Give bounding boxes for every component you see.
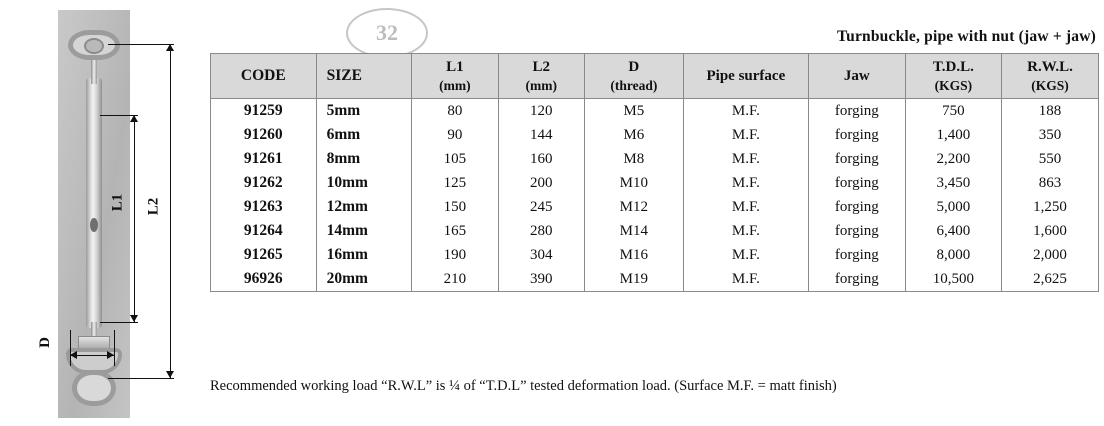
specification-table: [210, 53, 1099, 292]
l1-label: L1: [109, 193, 126, 212]
page-title: Turnbuckle, pipe with nut (jaw + jaw): [837, 28, 1096, 45]
cell-rwl: 2,625: [1002, 267, 1099, 292]
l2-label: L2: [145, 197, 162, 216]
cell-size: 16mm: [316, 243, 412, 267]
table-row: [211, 195, 1099, 219]
cell-pipe-surface: M.F.: [683, 99, 808, 124]
header-l1: L1 (mm): [412, 54, 498, 99]
header-d: D (thread): [584, 54, 683, 99]
l2-dimension-line: [170, 44, 171, 378]
cell-size: 10mm: [316, 171, 412, 195]
cell-tdl: 8,000: [905, 243, 1001, 267]
cell-jaw: forging: [809, 171, 906, 195]
cell-l1: 150: [412, 195, 498, 219]
cell-d: M5: [584, 99, 683, 124]
table-row: [211, 147, 1099, 171]
cell-rwl: 550: [1002, 147, 1099, 171]
cell-rwl: 2,000: [1002, 243, 1099, 267]
cell-d: M16: [584, 243, 683, 267]
cell-rwl: 188: [1002, 99, 1099, 124]
table-header-row: [211, 54, 1099, 99]
cell-jaw: forging: [809, 123, 906, 147]
cell-rwl: 1,250: [1002, 195, 1099, 219]
l2-extension-bottom: [108, 378, 174, 379]
cell-l2: 144: [498, 123, 584, 147]
cell-jaw: forging: [809, 219, 906, 243]
cell-code: 96926: [211, 267, 317, 292]
cell-code: 91263: [211, 195, 317, 219]
product-photo-pane: [0, 0, 200, 426]
cell-tdl: 3,450: [905, 171, 1001, 195]
cell-code: 91260: [211, 123, 317, 147]
cell-code: 91261: [211, 147, 317, 171]
cell-code: 91264: [211, 219, 317, 243]
cell-size: 14mm: [316, 219, 412, 243]
cell-d: M6: [584, 123, 683, 147]
header-code: CODE: [211, 54, 317, 99]
cell-l1: 90: [412, 123, 498, 147]
jaw-top-eye: [84, 38, 104, 54]
spec-table-pane: [205, 0, 1104, 426]
cell-l1: 105: [412, 147, 498, 171]
cell-pipe-surface: M.F.: [683, 147, 808, 171]
cell-l1: 190: [412, 243, 498, 267]
cell-d: M8: [584, 147, 683, 171]
d-label: D: [36, 337, 53, 348]
table-row: [211, 219, 1099, 243]
cell-d: M14: [584, 219, 683, 243]
cell-pipe-surface: M.F.: [683, 219, 808, 243]
l2-arrow-bottom: [166, 371, 174, 378]
cell-size: 20mm: [316, 267, 412, 292]
table-row: [211, 123, 1099, 147]
header-pipe-surface: Pipe surface: [683, 54, 808, 99]
cell-jaw: forging: [809, 243, 906, 267]
l1-arrow-bottom: [130, 315, 138, 322]
cell-l2: 280: [498, 219, 584, 243]
cell-tdl: 2,200: [905, 147, 1001, 171]
cell-pipe-surface: M.F.: [683, 123, 808, 147]
cell-l1: 125: [412, 171, 498, 195]
cell-d: M10: [584, 171, 683, 195]
cell-d: M19: [584, 267, 683, 292]
cell-rwl: 1,600: [1002, 219, 1099, 243]
table-row: [211, 243, 1099, 267]
cell-size: 12mm: [316, 195, 412, 219]
d-extension-left: [70, 330, 71, 366]
d-arrow-right: [107, 351, 114, 359]
cell-size: 6mm: [316, 123, 412, 147]
table-body: [211, 99, 1099, 292]
cell-code: 91259: [211, 99, 317, 124]
cell-l1: 210: [412, 267, 498, 292]
header-jaw: Jaw: [809, 54, 906, 99]
cell-code: 91265: [211, 243, 317, 267]
cell-pipe-surface: M.F.: [683, 195, 808, 219]
cell-tdl: 10,500: [905, 267, 1001, 292]
cell-l2: 245: [498, 195, 584, 219]
d-extension-right: [114, 330, 115, 366]
footnote: Recommended working load “R.W.L” is ¼ of “T.D.L” tested deformation load. (Surface M.F. = matt finish): [210, 378, 837, 394]
cell-tdl: 750: [905, 99, 1001, 124]
l1-extension-bottom: [100, 322, 138, 323]
header-rwl: R.W.L. (KGS): [1002, 54, 1099, 99]
cell-jaw: forging: [809, 99, 906, 124]
cell-rwl: 350: [1002, 123, 1099, 147]
cell-size: 5mm: [316, 99, 412, 124]
header-l2: L2 (mm): [498, 54, 584, 99]
cell-tdl: 6,400: [905, 219, 1001, 243]
l1-arrow-top: [130, 115, 138, 122]
watermark-circle: 32: [346, 8, 428, 58]
cell-l2: 120: [498, 99, 584, 124]
cell-l2: 390: [498, 267, 584, 292]
cell-tdl: 1,400: [905, 123, 1001, 147]
cell-rwl: 863: [1002, 171, 1099, 195]
cell-tdl: 5,000: [905, 195, 1001, 219]
cell-l2: 200: [498, 171, 584, 195]
cell-size: 8mm: [316, 147, 412, 171]
cell-pipe-surface: M.F.: [683, 267, 808, 292]
d-arrow-left: [70, 351, 77, 359]
cell-jaw: forging: [809, 195, 906, 219]
table-row: [211, 171, 1099, 195]
cell-l2: 304: [498, 243, 584, 267]
l1-dimension-line: [134, 115, 135, 322]
header-size: SIZE: [316, 54, 412, 99]
cell-pipe-surface: M.F.: [683, 171, 808, 195]
cell-jaw: forging: [809, 267, 906, 292]
l2-arrow-top: [166, 44, 174, 51]
table-row: [211, 267, 1099, 292]
cell-jaw: forging: [809, 147, 906, 171]
table-row: [211, 99, 1099, 124]
jaw-bottom-eye: [72, 370, 116, 406]
header-tdl: T.D.L. (KGS): [905, 54, 1001, 99]
cell-code: 91262: [211, 171, 317, 195]
cell-l1: 165: [412, 219, 498, 243]
cell-d: M12: [584, 195, 683, 219]
cell-pipe-surface: M.F.: [683, 243, 808, 267]
cell-l2: 160: [498, 147, 584, 171]
cell-l1: 80: [412, 99, 498, 124]
l2-extension-top: [108, 44, 174, 45]
